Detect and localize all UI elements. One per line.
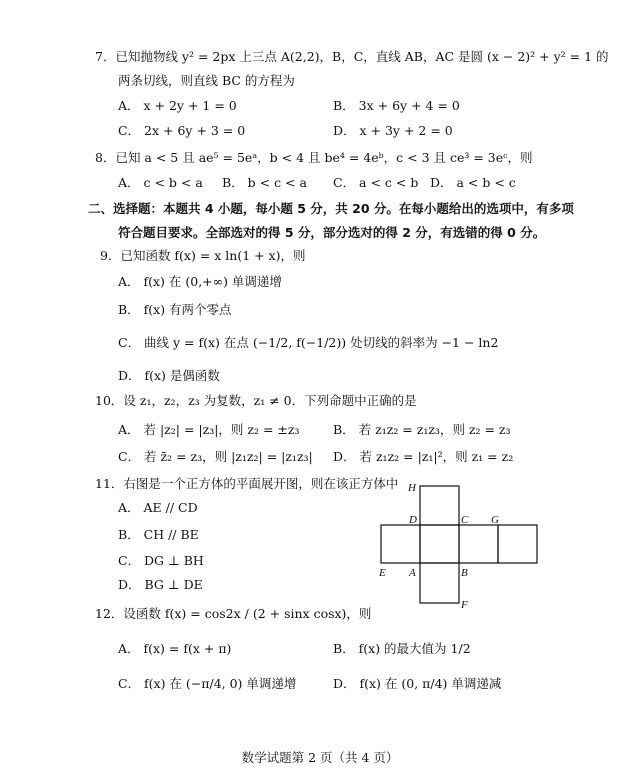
q8-option-b: B． b < c < a <box>222 175 307 190</box>
vertex-label-d: D <box>409 514 417 526</box>
q12-option-b: B． f(x) 的最大值为 1/2 <box>333 641 471 656</box>
q7-stem-line1: 7．已知抛物线 y² = 2px 上三点 A(2,2)，B，C，直线 AB，AC 是圆 (x − 2)² + y² = 1 的 <box>95 49 609 64</box>
q9-option-b: B． f(x) 有两个零点 <box>118 302 232 317</box>
q12-option-d: D． f(x) 在 (0, π/4) 单调递减 <box>333 676 502 691</box>
vertex-label-e: E <box>379 567 386 579</box>
q11-option-b: B． CH // BE <box>118 527 199 542</box>
vertex-label-h: H <box>408 482 416 494</box>
q11-option-c: C． DG ⊥ BH <box>118 553 204 568</box>
vertex-label-c: C <box>461 514 469 526</box>
q9-option-a: A． f(x) 在 (0,+∞) 单调递增 <box>118 274 282 289</box>
q7-option-c: C． 2x + 6y + 3 = 0 <box>118 123 246 138</box>
vertex-label-g: G <box>491 514 499 526</box>
q10-option-d: D． 若 z₁z₂ = |z₁|²，则 z₁ = z₂ <box>333 449 514 464</box>
section-heading-line1: 二、选择题：本题共 4 小题，每小题 5 分，共 20 分。在每小题给出的选项中，有多项 <box>88 201 574 216</box>
q11-stem: 11．右图是一个正方体的平面展开图，则在该正方体中 <box>95 476 399 491</box>
q12-option-c: C． f(x) 在 (−π/4, 0) 单调递增 <box>118 676 297 691</box>
q10-option-a: A． 若 |z₂| = |z₃|，则 z₂ = ±z₃ <box>118 422 300 437</box>
q10-option-c: C． 若 z̄₂ = z₃，则 |z₁z₂| = |z₁z₃| <box>118 449 313 464</box>
page-footer: 数学试题第 2 页（共 4 页） <box>241 750 399 765</box>
q7-stem-line2: 两条切线，则直线 BC 的方程为 <box>118 73 295 88</box>
vertex-label-f: F <box>461 599 468 611</box>
net-square-bottom <box>420 563 459 603</box>
net-square-far-right <box>498 525 537 563</box>
q9-option-d: D． f(x) 是偶函数 <box>118 368 220 383</box>
q7-option-d: D． x + 3y + 2 = 0 <box>333 123 453 138</box>
vertex-label-b: B <box>461 567 468 579</box>
vertex-label-a: A <box>409 567 416 579</box>
net-square-center <box>420 525 459 563</box>
q8-stem: 8．已知 a < 5 且 ae⁵ = 5eᵃ，b < 4 且 be⁴ = 4eᵇ，c < 3 且 ce³ = 3eᶜ，则 <box>95 150 533 165</box>
q7-option-a: A． x + 2y + 1 = 0 <box>118 98 237 113</box>
q12-option-a: A． f(x) = f(x + π) <box>118 641 232 656</box>
q11-option-a: A． AE // CD <box>118 500 198 515</box>
q8-option-a: A． c < b < a <box>118 175 203 190</box>
q9-option-c: C． 曲线 y = f(x) 在点 (−1/2, f(−1/2)) 处切线的斜率为 −1 − ln2 <box>118 335 499 350</box>
q11-option-d: D． BG ⊥ DE <box>118 577 203 592</box>
q12-stem: 12．设函数 f(x) = cos2x / (2 + sinx cosx)，则 <box>95 606 372 621</box>
net-square-right <box>459 525 498 563</box>
q10-option-b: B． 若 z₁z₂ = z₁z₃，则 z₂ = z₃ <box>333 422 511 437</box>
q8-option-d: D． a < b < c <box>430 175 516 190</box>
net-square-left <box>381 525 420 563</box>
section-heading-line2: 符合题目要求。全部选对的得 5 分，部分选对的得 2 分，有选错的得 0 分。 <box>118 225 546 240</box>
q9-stem: 9．已知函数 f(x) = x ln(1 + x)，则 <box>100 248 306 263</box>
q8-option-c: C． a < c < b <box>333 175 419 190</box>
net-square-top <box>420 486 459 525</box>
q7-option-b: B． 3x + 6y + 4 = 0 <box>333 98 460 113</box>
q10-stem: 10．设 z₁，z₂，z₃ 为复数，z₁ ≠ 0．下列命题中正确的是 <box>95 393 417 408</box>
cube-net-diagram <box>375 478 545 614</box>
